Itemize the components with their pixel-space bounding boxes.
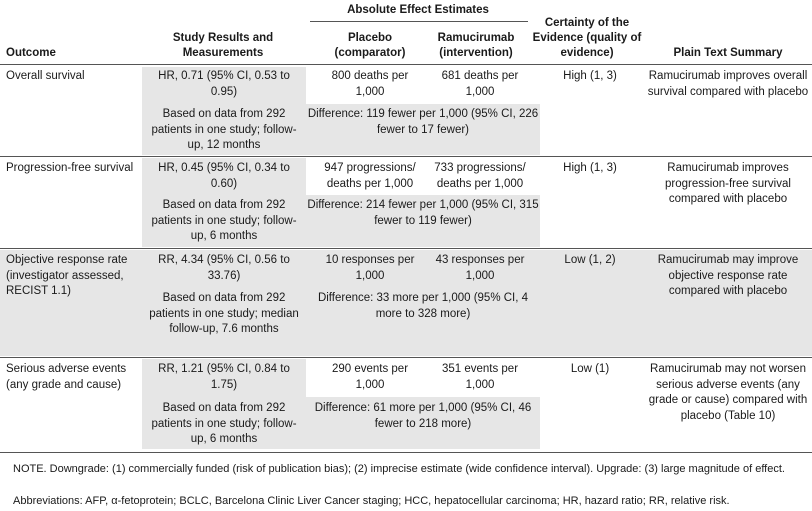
row3-certainty: Low (1, 2) — [564, 254, 616, 266]
row2-difference: Difference: 214 fewer per 1,000 (95% CI, 315 fewer to 119 fewer) — [307, 199, 539, 227]
row1-study-info: Based on data from 292 patients in one study; follow-up, 12 months — [151, 108, 297, 151]
row2-study-info: Based on data from 292 patients in one study; follow-up, 6 months — [151, 199, 297, 242]
header-study: Study Results and Measurements — [172, 32, 274, 59]
row1-effect: HR, 0.71 (95% CI, 0.53 to 0.95) — [158, 70, 290, 98]
header-bottom-rule — [0, 64, 812, 65]
row3-placebo: 10 responses per 1,000 — [325, 254, 415, 282]
footnote-note: NOTE. Downgrade: (1) commercially funded (risk of publication bias); (2) imprecise estimate (wide confidence interval). Upgrade: (3) large magnitude of effect. — [13, 463, 785, 475]
table-bottom-rule — [0, 452, 812, 453]
row1-outcome: Overall survival — [6, 70, 85, 82]
header-placebo: Placebo (comparator) — [334, 32, 406, 59]
header-absolute-effect: Absolute Effect Estimates — [347, 4, 489, 16]
row2-outcome: Progression-free survival — [6, 162, 134, 174]
row4-effect: RR, 1.21 (95% CI, 0.84 to 1.75) — [158, 363, 290, 391]
row4-difference: Difference: 61 more per 1,000 (95% CI, 46 fewer to 218 more) — [314, 402, 532, 430]
row3-summary: Ramucirumab may improve objective response rate compared with placebo — [657, 254, 799, 297]
row1-rule — [0, 156, 812, 157]
row2-ramucirumab: 733 progressions/ deaths per 1,000 — [434, 162, 526, 190]
row3-effect: RR, 4.34 (95% CI, 0.56 to 33.76) — [158, 254, 290, 282]
header-outcome: Outcome — [6, 47, 56, 59]
row2-effect: HR, 0.45 (95% CI, 0.34 to 0.60) — [158, 162, 290, 190]
header-summary: Plain Text Summary — [673, 47, 783, 59]
header-certainty: Certainty of the Evidence (quality of evidence) — [532, 17, 642, 59]
row4-study-info: Based on data from 292 patients in one study; follow-up, 6 months — [151, 402, 297, 445]
row3-rule — [0, 357, 812, 358]
row2-certainty: High (1, 3) — [563, 162, 617, 174]
row1-summary: Ramucirumab improves overall survival compared with placebo — [647, 70, 809, 98]
row3-difference: Difference: 33 more per 1,000 (95% CI, 4 more to 328 more) — [317, 292, 529, 320]
footnote-abbreviations: Abbreviations: AFP, α-fetoprotein; BCLC, Barcelona Clinic Liver Cancer staging; HCC, hepatocellular carcinoma; HR, hazard ratio; RR, relative risk. — [13, 495, 730, 507]
row1-placebo: 800 deaths per 1,000 — [331, 70, 409, 98]
row4-summary: Ramucirumab may not worsen serious adverse events (any grade or cause) compared with placebo (Table 10) — [648, 363, 808, 422]
row4-outcome: Serious adverse events (any grade and cause) — [6, 363, 127, 391]
row2-rule — [0, 248, 812, 249]
row3-study-info: Based on data from 292 patients in one study; median follow-up, 7.6 months — [149, 292, 299, 335]
row3-ramucirumab: 43 responses per 1,000 — [435, 254, 525, 282]
header-ramucirumab: Ramucirumab (intervention) — [437, 32, 515, 59]
row1-ramucirumab: 681 deaths per 1,000 — [441, 70, 519, 98]
row2-placebo: 947 progressions/ deaths per 1,000 — [324, 162, 416, 190]
row4-ramucirumab: 351 events per 1,000 — [441, 363, 519, 391]
row1-difference: Difference: 119 fewer per 1,000 (95% CI, 226 fewer to 17 fewer) — [307, 108, 539, 136]
row2-summary: Ramucirumab improves progression-free survival compared with placebo — [665, 162, 791, 205]
row4-placebo: 290 events per 1,000 — [331, 363, 409, 391]
row4-certainty: Low (1) — [570, 363, 610, 375]
row3-outcome: Objective response rate (investigator assessed, RECIST 1.1) — [6, 254, 128, 297]
header-group-rule — [310, 21, 528, 22]
row1-certainty: High (1, 3) — [563, 70, 617, 82]
